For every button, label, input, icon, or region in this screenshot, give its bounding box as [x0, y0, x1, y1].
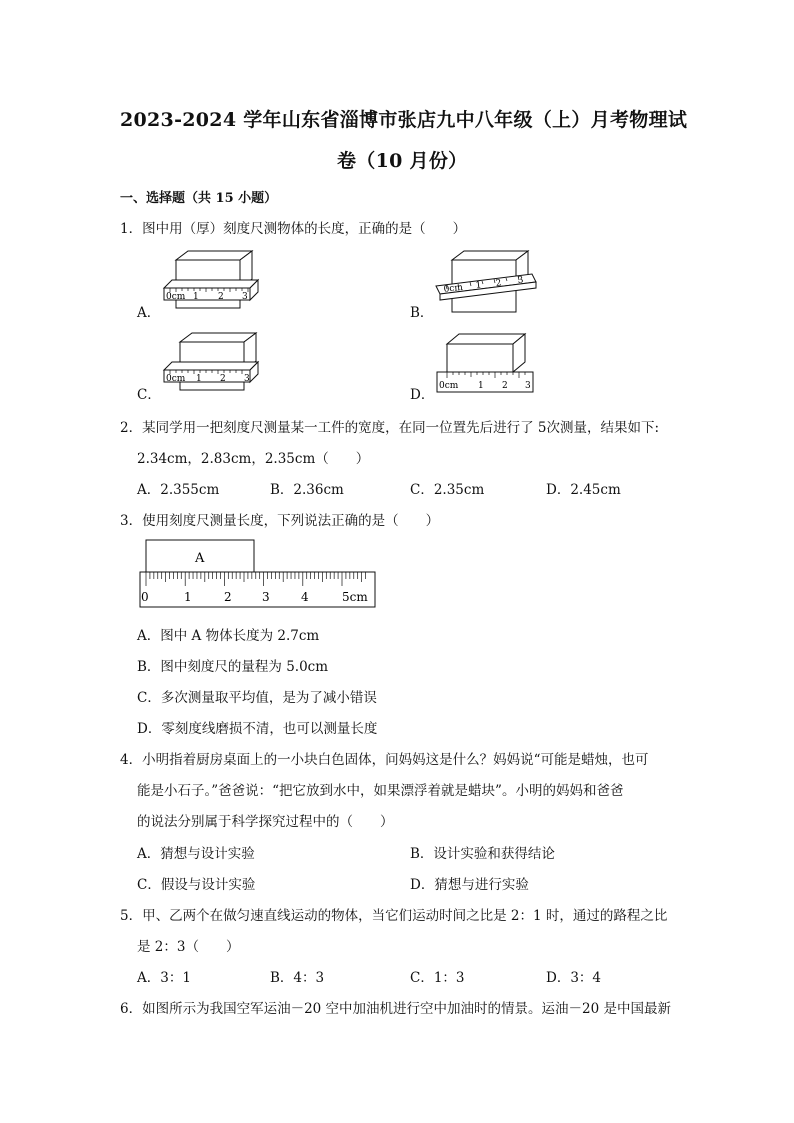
question-2-stem-line2: 2.34cm，2.83cm，2.35cm（ ） — [137, 451, 370, 467]
q3-ruler-num-5: 5cm — [342, 590, 368, 604]
q3-option-b: B．图中刻度尺的量程为 5.0cm — [137, 659, 329, 675]
question-4-stem-line3: 的说法分别属于科学探究过程中的（ ） — [137, 814, 394, 830]
ruler-c-label-1: 1 — [196, 374, 202, 384]
q4-option-d: D．猜想与进行实验 — [410, 877, 529, 893]
q1-option-c-label: C． — [137, 387, 161, 403]
object-a-label: A — [195, 551, 205, 566]
ruler-b-label-1: 1 — [475, 280, 483, 291]
q1-figure-d — [433, 330, 545, 396]
ruler-a-label-0: 0cm — [166, 292, 186, 302]
question-5-stem-line1: 5．甲、乙两个在做匀速直线运动的物体，当它们运动时间之比是 2：1 时，通过的路程之比 — [120, 908, 668, 924]
section-heading: 一、选择题（共 15 小题） — [120, 191, 278, 206]
q4-option-b: B．设计实验和获得结论 — [410, 846, 555, 862]
q3-ruler-num-3: 3 — [262, 590, 270, 604]
q2-option-d: D．2.45cm — [546, 482, 621, 498]
q4-option-a: A．猜想与设计实验 — [137, 846, 255, 862]
q3-ruler-num-0: 0 — [141, 590, 149, 604]
q3-option-c: C．多次测量取平均值，是为了减小错误 — [137, 690, 377, 706]
ruler-d-label-1: 1 — [478, 381, 484, 391]
q5-option-b: B．4：3 — [270, 970, 325, 986]
question-6-stem-line1: 6．如图所示为我国空军运油－20 空中加油机进行空中加油时的情景。运油－20 是中国最新 — [120, 1001, 672, 1017]
ruler-body — [140, 572, 375, 607]
question-3-stem: 3．使用刻度尺测量长度，下列说法正确的是（ ） — [120, 513, 440, 529]
question-1-stem: 1．图中用（厚）刻度尺测物体的长度，正确的是（ ） — [120, 221, 467, 237]
ruler-c-label-2: 2 — [220, 374, 226, 384]
q5-option-c: C．1：3 — [410, 970, 465, 986]
q1-option-d-label: D． — [410, 387, 435, 403]
ruler-a-label-2: 2 — [218, 292, 224, 302]
ruler-b-label-3: 3 — [517, 275, 525, 286]
q2-option-a: A．2.355cm — [137, 482, 220, 498]
q2-option-c: C．2.35cm — [410, 482, 485, 498]
q1-figure-c — [160, 330, 270, 398]
ruler-d-label-0: 0cm — [439, 381, 459, 391]
q3-ruler-num-1: 1 — [184, 590, 192, 604]
q3-ruler-num-2: 2 — [224, 590, 232, 604]
ruler-c-label-3: 3 — [244, 374, 250, 384]
ruler-d-label-2: 2 — [502, 381, 508, 391]
ruler-b-label-2: 2 — [495, 278, 503, 289]
q5-option-d: D．3：4 — [546, 970, 602, 986]
q2-option-b: B．2.36cm — [270, 482, 344, 498]
q3-option-d: D．零刻度线磨损不清，也可以测量长度 — [137, 721, 378, 737]
ruler-b-label-0: 0cm — [443, 282, 464, 295]
ruler-a-label-1: 1 — [193, 292, 199, 302]
q3-option-a: A．图中 A 物体长度为 2.7cm — [137, 628, 320, 644]
ruler-c-label-0: 0cm — [166, 374, 186, 384]
q1-figure-a — [160, 248, 270, 316]
q4-option-c: C．假设与设计实验 — [137, 877, 256, 893]
question-5-stem-line2: 是 2：3（ ） — [137, 939, 240, 955]
q3-ruler-figure — [138, 538, 380, 610]
page-title: 2023-2024 学年山东省淄博市张店九中八年级（上）月考物理试 — [120, 109, 688, 131]
question-2-stem-line1: 2．某同学用一把刻度尺测量某一工件的宽度，在同一位置先后进行了 5次测量，结果如下: — [120, 420, 660, 436]
question-4-stem-line1: 4．小明指着厨房桌面上的一小块白色固体，问妈妈这是什么？妈妈说“可能是蜡烛，也可 — [120, 752, 649, 768]
q3-ruler-num-4: 4 — [301, 590, 309, 604]
q5-option-a: A．3：1 — [137, 970, 191, 986]
q1-option-b-label: B． — [410, 305, 434, 321]
q1-option-a-label: A． — [137, 305, 161, 321]
q1-figure-b — [432, 248, 544, 318]
page-title-line2: 卷（10 月份） — [337, 150, 468, 172]
question-4-stem-line2: 能是小石子。”爸爸说：“把它放到水中，如果漂浮着就是蜡块”。小明的妈妈和爸爸 — [137, 783, 624, 799]
ruler-d-label-3: 3 — [525, 381, 531, 391]
ruler-a-label-3: 3 — [242, 292, 248, 302]
